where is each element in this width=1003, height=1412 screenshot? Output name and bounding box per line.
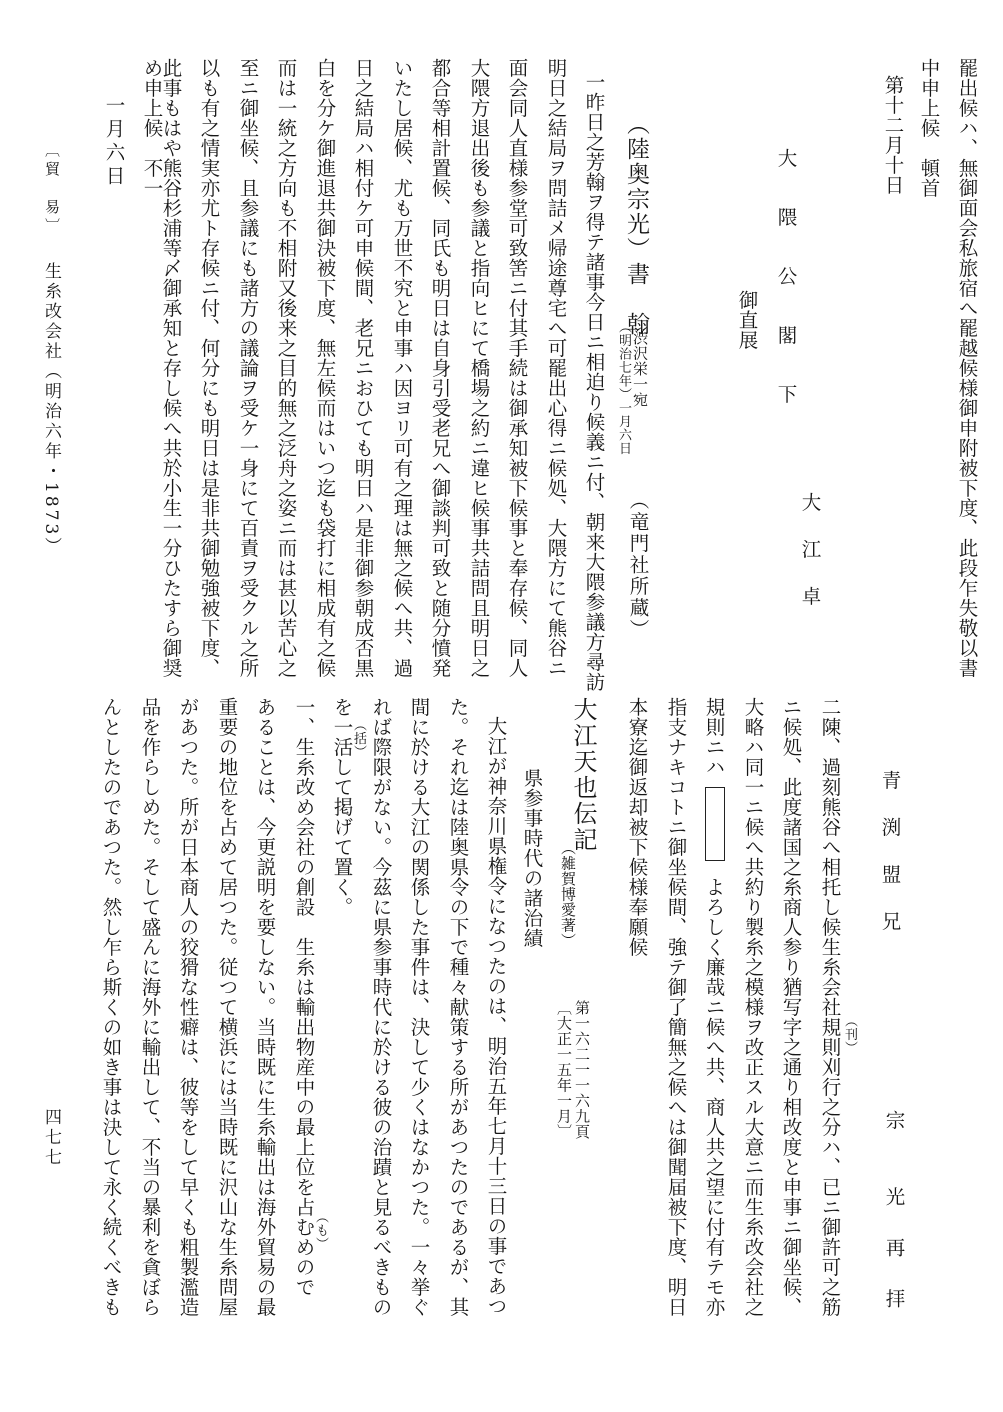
letter2-line-10: 至ニ御坐候、且参議にも諸方の議論ヲ受ケ一身にて百責ヲ受クル之所 [236,58,260,678]
bio-author: （雑賀博愛著） [559,840,577,949]
letter2-heading: （陸奥宗光）書 翰 [623,112,649,337]
bio-line-10: 品を作らしめた。そして盛んに海外に輸出して、不当の暴利を貪ぼら [138,697,162,1317]
bio-line-9: があつた。所が日本商人の狡猾な性癖は、彼等をして早くも粗製濫造 [176,697,200,1317]
annotation-mo: （も） [313,1210,328,1251]
bio-pages: 第一六二一一六九頁 [573,1000,591,1140]
bio-year: 〔大正一五年一月〕 [555,1000,573,1140]
letter2-line-6: いたし居候、尤も万世不究と申事ハ因ヨリ可有之理は無之候へ共、過 [390,58,414,678]
bio-line-11: んとしたのであつた。然し乍ら斯くの如き事は決して永く続くべきも [99,697,123,1317]
bio-line-3: 間に於ける大江の関係した事件は、決して少くはなかつた。一々挙ぐ [407,697,431,1317]
letter2-line-5: 都合等相計置候、同氏も明日は自身引受老兄へ御談判可致と随分憤発 [428,58,452,678]
letter2-date: 一月六日 [102,95,126,189]
bio-line-2: た。それ迄は陸奥県令の下で種々献策する所があつたのであるが、其 [446,697,470,1317]
letter2-line-8: 白を分ケ御進退共御決被下度、無左候而はいつ迄も袋打に相成有之候 [313,58,337,678]
bio-line-1: 大江が神奈川県権令になつたのは、明治五年七月十三日の事であつ [484,716,508,1316]
top-recipient-note: 御直展 [735,290,759,350]
bio-line-8: 重要の地位を占めて居つた。従つて横浜には当時既に沢山な生糸問屋 [215,697,239,1317]
section-title: 生糸改会社（明治六年・1873） [41,262,61,558]
bio-line-7: あることは、今更説明を要しない。当時既に生糸輸出は海外貿易の最 [253,697,277,1317]
letter2-line-9: 而は一統之方向も不相附又後来之目的無之泛舟之姿ニ而は甚以苦心之 [274,58,298,678]
letter3-line-1: 二陳、過刻熊谷へ相托し候生糸会社規則刈行之分ハ、已ニ御許可之筋 [818,697,842,1317]
letter2-addressee: 渋沢栄一宛 [631,330,649,408]
page-number: 四七七 [41,1108,61,1168]
section-label: 〔貿 易〕 [43,142,61,237]
letter2-line-3: 面会同人直様参堂可致筈ニ付其手続は御承知被下候事と奉存候、同人 [505,58,529,678]
top-sender: 大 江 卓 [798,492,822,610]
letter2-line-12: 此事もはや熊谷杉浦等〆御承知と存し候へ共於小生一分ひたすら御奨 [159,58,183,678]
letter3-line-4: 規則ニハ よろしく廉哉ニ候へ共、商人共之望に付有テモ亦 [702,697,726,1317]
bio-line-4: れば際限がない。今茲に県参事時代に於ける彼の治蹟と見るべきもの [369,697,393,1317]
letter3-sender: 宗 光 再 拝 [882,1110,906,1314]
bio-line-6: 一、生糸改め会社の創設 生糸は輸出物産中の最上位を占むめので [292,697,316,1297]
annotation-kan: （刊） [842,1014,857,1055]
top-recipient: 大 隈 公 閣 下 [774,148,798,414]
bio-line-5: を一活して掲げて置く。 [330,697,354,917]
letter3-line-3: 大略ハ同一ニ候へ共約り製糸之模様ヲ改正スル大意ニ而生糸改会社之 [741,697,765,1317]
letter2-date-note: （明治七年）一月六日 [616,320,631,455]
letter3-line-5: 指支ナキコトニ御坐候間、強テ御了簡無之候へは御聞届被下度、明日 [664,697,688,1317]
annotation-katsu: （括） [351,718,366,759]
letter2-line-2: 明日之結局ヲ問詰メ帰途尊宅へ可罷出心得ニ候処、大隈方にて熊谷ニ [544,58,568,678]
blank-box [705,787,725,861]
top-date: 第十二月十日 [881,75,905,195]
top-line-1: 罷出候ハ、無御面会私旅宿へ罷越候様御申附被下度、此段乍失敬以書 [955,58,979,678]
letter2-line-7: 日之結局ハ相付ケ可申候間、老兄ニおひても明日ハ是非御参朝成否黒 [351,58,375,678]
letter2-source: （竜門社所蔵） [626,490,650,641]
letter2-line-13: め申上候 不一 [140,58,164,198]
letter2-line-11: 以も有之情実亦尤ト存候ニ付、何分にも明日は是非共御勉強被下度、 [197,58,221,678]
letter2-line-1: 一昨日之芳翰ヲ得テ諸事今日ニ相迫り候義ニ付、朝来大隈参議方尋訪 [582,72,606,692]
letter3-line-2: ニ候処、此度諸国之糸商人参り猶写字之通り相改度と申事ニ御坐候、 [779,697,803,1317]
top-line-2: 中申上候 頓首 [917,58,941,198]
bio-title: 大江天也伝記 [569,697,597,853]
letter3-recipient: 青 渕 盟 兄 [878,770,902,935]
letter3-line-6: 本寮迄御返却被下候様奉願候 [625,697,649,957]
letter2-line-4: 大隈方退出後も参議と指向ヒにて橋場之約ニ違ヒ候事共詰問且明日之 [467,58,491,678]
bio-subtitle: 県参事時代の諸治績 [520,768,544,948]
